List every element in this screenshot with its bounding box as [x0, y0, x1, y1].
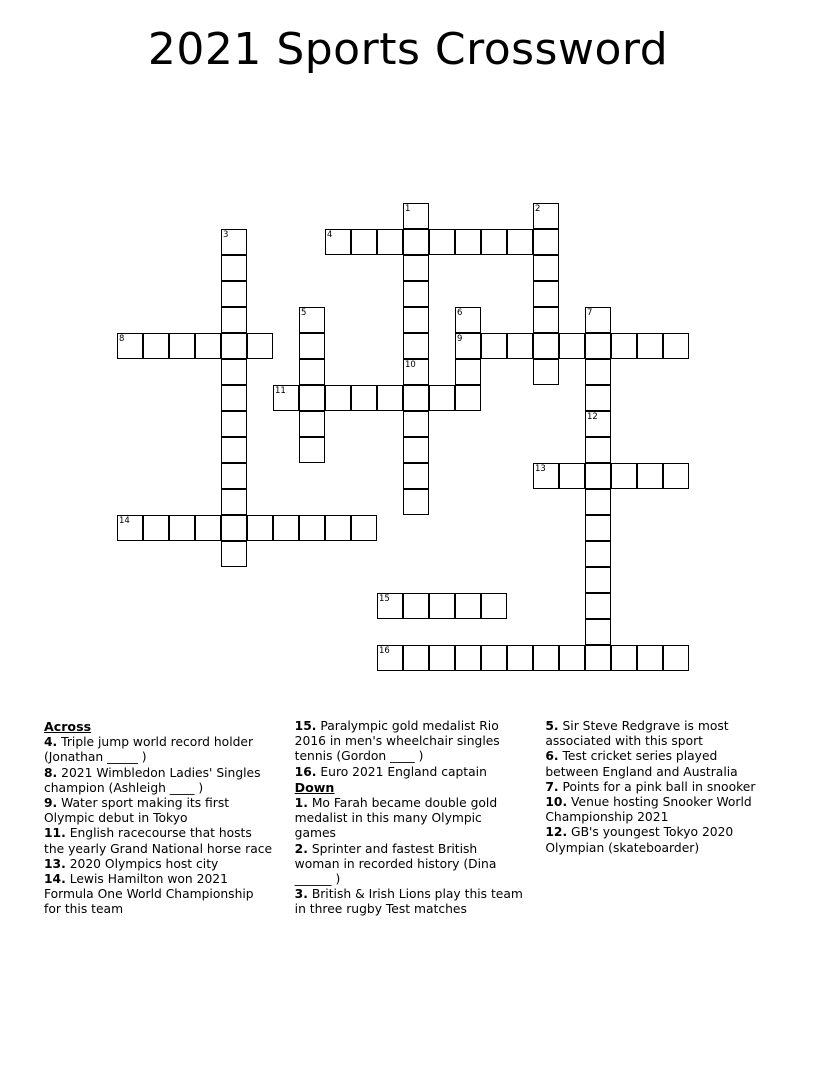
crossword-cell[interactable]: [351, 385, 377, 411]
clue-item: [44, 857, 273, 872]
clue-text: Venue hosting Snooker World Championship 2021: [545, 795, 752, 825]
crossword-cell-number: 10: [405, 360, 416, 370]
clue-number: 7.: [545, 779, 559, 794]
clue-item: [295, 719, 524, 765]
crossword-cell[interactable]: [403, 645, 429, 671]
clues-heading-across: Across: [44, 719, 92, 734]
crossword-cell[interactable]: [143, 515, 169, 541]
crossword-cell[interactable]: [585, 385, 611, 411]
crossword-cell[interactable]: [663, 333, 689, 359]
clue-text: 2021 Wimbledon Ladies' Singles champion (Ashleigh ____ ): [44, 765, 261, 795]
crossword-cell[interactable]: [481, 645, 507, 671]
clue-number: 16.: [294, 764, 317, 779]
clue-number: 12.: [545, 825, 568, 840]
clue-item: [44, 872, 273, 918]
crossword-cell-number: 1: [405, 204, 411, 214]
crossword-cell[interactable]: [533, 255, 559, 281]
crossword-cell[interactable]: [195, 333, 221, 359]
crossword-cell-number: 8: [119, 334, 125, 344]
crossword-cell-number: 11: [275, 386, 286, 396]
clue-number: 4.: [44, 735, 58, 750]
crossword-cell[interactable]: [585, 567, 611, 593]
clue-item: [545, 780, 774, 795]
crossword-cell[interactable]: [481, 229, 507, 255]
crossword-cell[interactable]: [169, 333, 195, 359]
crossword-cell[interactable]: [299, 333, 325, 359]
crossword-cell[interactable]: [455, 229, 481, 255]
crossword-grid-container: [0, 93, 816, 656]
crossword-cell-number: 5: [301, 308, 307, 318]
crossword-cell[interactable]: [585, 437, 611, 463]
page-title: 2021 Sports Crossword: [147, 24, 669, 75]
crossword-cell[interactable]: [429, 385, 455, 411]
clue-item: [295, 887, 524, 917]
crossword-cell[interactable]: [403, 385, 429, 411]
crossword-cell[interactable]: [455, 385, 481, 411]
crossword-cell[interactable]: [559, 645, 585, 671]
crossword-cell[interactable]: [637, 463, 663, 489]
crossword-cell[interactable]: [299, 437, 325, 463]
crossword-cell[interactable]: [247, 333, 273, 359]
crossword-cell[interactable]: [299, 515, 325, 541]
clue-item: [545, 825, 774, 855]
clue-text: Triple jump world record holder (Jonathan _____ ): [44, 735, 254, 765]
crossword-cell[interactable]: [403, 255, 429, 281]
clue-number: 5.: [545, 719, 559, 733]
crossword-cell[interactable]: [663, 463, 689, 489]
clue-item: [44, 796, 273, 826]
crossword-cell[interactable]: [403, 489, 429, 515]
clue-number: 6.: [545, 749, 559, 764]
clue-text: Lewis Hamilton won 2021 Formula One World Championship for this team: [44, 872, 254, 917]
clue-text: Sir Steve Redgrave is most associated with this sport: [545, 719, 729, 749]
crossword-cell[interactable]: [585, 489, 611, 515]
crossword-cell[interactable]: [585, 463, 611, 489]
clues-heading-down: Down: [294, 779, 335, 795]
crossword-cell[interactable]: [611, 645, 637, 671]
crossword-cell[interactable]: [481, 593, 507, 619]
crossword-cell[interactable]: [429, 645, 455, 671]
crossword-cell[interactable]: [403, 307, 429, 333]
crossword-cell[interactable]: [325, 385, 351, 411]
crossword-cell-number: 16: [379, 646, 390, 656]
clue-text: English racecourse that hosts the yearly Grand National horse race: [44, 826, 273, 856]
crossword-cell[interactable]: [533, 645, 559, 671]
crossword-cell[interactable]: [533, 333, 559, 359]
crossword-cell-number: 2: [535, 204, 541, 214]
clue-number: 1.: [294, 796, 308, 811]
crossword-cell[interactable]: [455, 645, 481, 671]
crossword-cell[interactable]: [403, 463, 429, 489]
crossword-cell[interactable]: [507, 645, 533, 671]
clues-container: [44, 719, 774, 918]
clue-item: [44, 826, 273, 856]
crossword-cell[interactable]: [481, 333, 507, 359]
crossword-cell[interactable]: [169, 515, 195, 541]
crossword-cell[interactable]: [221, 255, 247, 281]
crossword-cell[interactable]: [637, 645, 663, 671]
clue-number: 11.: [44, 826, 66, 841]
clue-text: GB's youngest Tokyo 2020 Olympian (skateboarder): [545, 825, 734, 855]
crossword-cell[interactable]: [585, 359, 611, 385]
crossword-cell[interactable]: [221, 359, 247, 385]
clue-item: [295, 842, 524, 888]
crossword-cell[interactable]: [429, 593, 455, 619]
crossword-cell[interactable]: [533, 307, 559, 333]
crossword-cell[interactable]: [143, 333, 169, 359]
crossword-cell[interactable]: [221, 515, 247, 541]
clue-item: [295, 796, 524, 842]
crossword-cell[interactable]: [351, 515, 377, 541]
crossword-cell[interactable]: [247, 515, 273, 541]
clue-number: 9.: [44, 796, 58, 811]
clue-item: [44, 735, 273, 765]
crossword-cell[interactable]: [403, 333, 429, 359]
crossword-cell[interactable]: [221, 489, 247, 515]
clue-item: [545, 749, 774, 779]
crossword-cell[interactable]: [585, 515, 611, 541]
crossword-cell[interactable]: [455, 593, 481, 619]
clue-text: 2020 Olympics host city: [65, 856, 219, 871]
clue-text: Mo Farah became double gold medalist in this many Olympic games: [294, 796, 498, 841]
clue-number: 10.: [545, 795, 568, 810]
crossword-cell-number: 12: [587, 412, 598, 422]
crossword-cell[interactable]: [455, 359, 481, 385]
crossword-cell[interactable]: [221, 281, 247, 307]
crossword-cell[interactable]: [221, 411, 247, 437]
crossword-cell[interactable]: [533, 281, 559, 307]
crossword-cell[interactable]: [585, 645, 611, 671]
crossword-cell[interactable]: [195, 515, 221, 541]
crossword-cell-number: 4: [327, 230, 333, 240]
crossword-cell[interactable]: [585, 593, 611, 619]
crossword-cell-number: 13: [535, 464, 546, 474]
crossword-cell[interactable]: [559, 463, 585, 489]
crossword-cell[interactable]: [559, 333, 585, 359]
crossword-cell[interactable]: [533, 229, 559, 255]
clues-column-2: [295, 719, 524, 918]
crossword-cell-number: 14: [119, 516, 130, 526]
crossword-cell-number: 9: [457, 334, 463, 344]
clue-item: [545, 719, 774, 749]
crossword-cell-number: 7: [587, 308, 593, 318]
crossword-cell[interactable]: [377, 229, 403, 255]
clue-text: Euro 2021 England captain: [316, 764, 487, 779]
crossword-cell[interactable]: [221, 385, 247, 411]
crossword-cell[interactable]: [299, 385, 325, 411]
crossword-cell[interactable]: [637, 333, 663, 359]
crossword-cell[interactable]: [611, 333, 637, 359]
clues-column-3: [545, 719, 774, 918]
crossword-cell[interactable]: [377, 385, 403, 411]
clue-text: Sprinter and fastest British woman in recorded history (Dina ______ ): [294, 841, 497, 887]
crossword-cell[interactable]: [221, 437, 247, 463]
crossword-cell[interactable]: [221, 333, 247, 359]
clue-item: [44, 766, 273, 796]
crossword-cell[interactable]: [403, 411, 429, 437]
crossword-cell[interactable]: [533, 359, 559, 385]
crossword-cell-number: 6: [457, 308, 463, 318]
crossword-cell[interactable]: [273, 515, 299, 541]
clue-text: Test cricket series played between England and Australia: [545, 749, 738, 779]
crossword-cell[interactable]: [403, 593, 429, 619]
clue-text: Points for a pink ball in snooker: [558, 779, 756, 794]
crossword-cell[interactable]: [585, 541, 611, 567]
clue-number: 14.: [44, 872, 66, 887]
clue-text: British & Irish Lions play this team in three rugby Test matches: [294, 887, 523, 917]
clue-text: Water sport making its first Olympic debut in Tokyo: [44, 796, 230, 826]
clue-item: [545, 795, 774, 825]
clue-number: 3.: [294, 887, 308, 902]
clue-text: Paralympic gold medalist Rio 2016 in men's wheelchair singles tennis (Gordon ____ ): [294, 719, 500, 764]
crossword-cell[interactable]: [585, 333, 611, 359]
crossword-cell[interactable]: [585, 619, 611, 645]
crossword-cell[interactable]: [351, 229, 377, 255]
clue-number: 15.: [294, 719, 317, 733]
crossword-cell[interactable]: [325, 515, 351, 541]
crossword-cell[interactable]: [221, 541, 247, 567]
clue-item: [295, 765, 524, 780]
crossword-cell[interactable]: [403, 281, 429, 307]
crossword-cell[interactable]: [507, 229, 533, 255]
crossword-cell-number: 15: [379, 594, 390, 604]
crossword-cell[interactable]: [663, 645, 689, 671]
crossword-cell[interactable]: [507, 333, 533, 359]
crossword-cell[interactable]: [221, 307, 247, 333]
clue-number: 2.: [294, 841, 308, 856]
crossword-cell[interactable]: [403, 437, 429, 463]
crossword-cell[interactable]: [299, 359, 325, 385]
crossword-cell[interactable]: [221, 463, 247, 489]
crossword-cell[interactable]: [611, 463, 637, 489]
clue-number: 13.: [44, 856, 66, 871]
clues-column-1: [44, 719, 273, 918]
crossword-cell-number: 3: [223, 230, 229, 240]
crossword-cell[interactable]: [429, 229, 455, 255]
crossword-cell[interactable]: [299, 411, 325, 437]
crossword-cell[interactable]: [403, 229, 429, 255]
clue-number: 8.: [44, 765, 58, 780]
